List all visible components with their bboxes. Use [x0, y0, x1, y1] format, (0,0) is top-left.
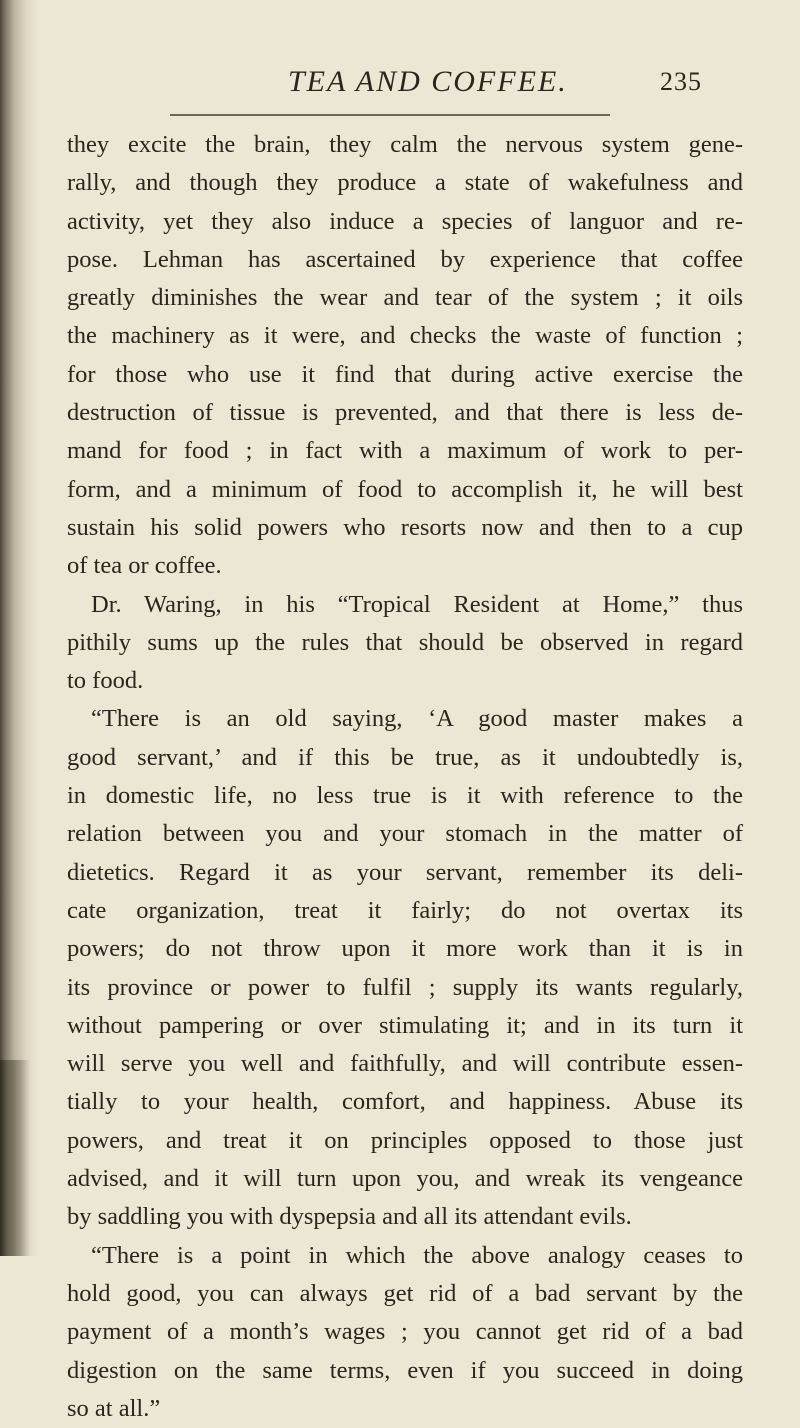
text-line: greatly diminishes the wear and tear of the system ; it oils	[67, 284, 743, 312]
paragraph-end-line: to food.	[67, 667, 144, 695]
text-line: good servant,’ and if this be true, as it undoubtedly is,	[67, 743, 743, 771]
text-line: rally, and though they produce a state of wakefulness and	[67, 169, 743, 197]
page-number: 235	[660, 67, 702, 96]
text-line: form, and a minimum of food to accomplish it, he will best	[67, 475, 743, 503]
text-line: activity, yet they also induce a species of languor and re-	[67, 207, 743, 235]
text-line: payment of a month’s wages ; you cannot get rid of a bad	[67, 1318, 743, 1346]
text-line: its province or power to fulfil ; supply its wants regularly,	[67, 973, 743, 1001]
text-line: pose. Lehman has ascertained by experience that coffee	[67, 245, 743, 273]
paragraph-end-line: so at all.”	[67, 1394, 161, 1422]
text-line: powers, and treat it on principles opposed to those just	[67, 1126, 743, 1154]
text-line: they excite the brain, they calm the nervous system gene-	[67, 131, 743, 158]
text-line: for those who use it find that during active exercise the	[67, 360, 743, 388]
paragraph-first-line: “There is an old saying, ‘A good master makes a	[91, 705, 743, 733]
paragraph-end-line: by saddling you with dyspepsia and all its attendant evils.	[67, 1203, 632, 1231]
text-line: powers; do not throw upon it more work than it is in	[67, 935, 743, 963]
paragraph-end-line: of tea or coffee.	[67, 552, 222, 580]
text-line: hold good, you can always get rid of a bad servant by the	[67, 1279, 743, 1307]
header-rule	[170, 114, 610, 116]
text-line: digestion on the same terms, even if you succeed in doing	[67, 1356, 743, 1384]
body-text	[67, 126, 743, 1428]
text-line: without pampering or over stimulating it; and in its turn it	[67, 1011, 743, 1039]
text-line: tially to your health, comfort, and happiness. Abuse its	[67, 1088, 743, 1116]
text-line: pithily sums up the rules that should be observed in regard	[67, 628, 743, 656]
text-line: will serve you well and faithfully, and will contribute essen-	[67, 1050, 743, 1078]
page-corner-shadow	[0, 1060, 30, 1256]
text-line: the machinery as it were, and checks the waste of function ;	[67, 322, 743, 350]
text-line: in domestic life, no less true is it with reference to the	[67, 782, 743, 810]
text-line: destruction of tissue is prevented, and that there is less de-	[67, 399, 743, 427]
text-line: relation between you and your stomach in the matter of	[67, 820, 743, 848]
paragraph-first-line: “There is a point in which the above analogy ceases to	[91, 1241, 743, 1269]
text-line: sustain his solid powers who resorts now and then to a cup	[67, 513, 743, 541]
running-title: TEA AND COFFEE.	[288, 65, 568, 98]
running-head	[0, 62, 800, 102]
text-line: dietetics. Regard it as your servant, remember its deli-	[67, 858, 743, 886]
text-line: cate organization, treat it fairly; do not overtax its	[67, 896, 743, 924]
paragraph-first-line: Dr. Waring, in his “Tropical Resident at Home,” thus	[91, 590, 743, 618]
text-line: mand for food ; in fact with a maximum of work to per-	[67, 437, 743, 465]
text-line: advised, and it will turn upon you, and wreak its vengeance	[67, 1165, 743, 1193]
